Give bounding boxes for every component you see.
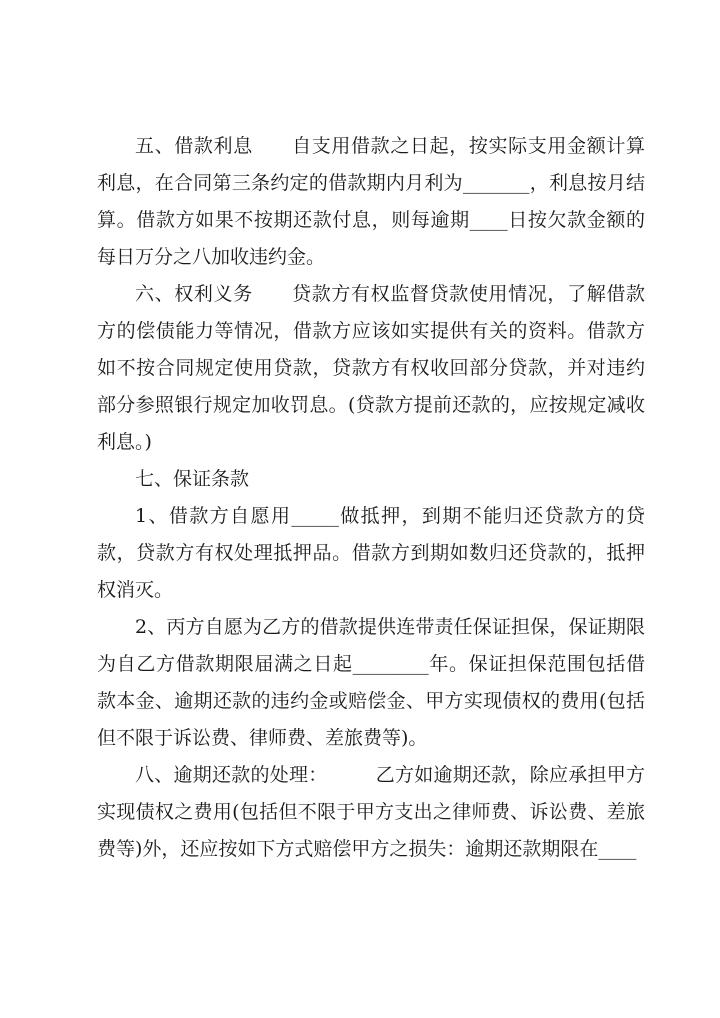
clause-overdue-paragraph: 八、逾期还款的处理： 乙方如逾期还款，除应承担甲方实现债权之费用(包括但不限于甲方支出之律师费、诉讼费、差旅费等)外，还应按如下方式赔偿甲方之损失：逾期还款期限在____ (97, 764, 645, 860)
guarantee-item-2-paragraph: 2、丙方自愿为乙方的借款提供连带责任保证担保，保证期限为自乙方借款期限届满之日起________年。保证担保范围包括借款本金、逾期还款的违约金或赔偿金、甲方实现债权的费用(包括但不限于诉讼费、律师费、差旅费等)。 (97, 616, 645, 749)
guarantee-item-1-paragraph: 1、借款方自愿用_____做抵押，到期不能归还贷款方的贷款，贷款方有权处理抵押品。借款方到期如数归还贷款的，抵押权消灭。 (97, 505, 645, 601)
clause-rights-obligations-paragraph: 六、权利义务 贷款方有权监督贷款使用情况，了解借款方的偿债能力等情况，借款方应该如实提供有关的资料。借款方如不按合同规定使用贷款，贷款方有权收回部分贷款，并对违约部分参照银行规定加收罚息。(贷款方提前还款的，应按规定减收利息。) (97, 283, 645, 453)
contract-body (97, 128, 645, 868)
clause-interest-paragraph: 五、借款利息 自支用借款之日起，按实际支用金额计算利息，在合同第三条约定的借款期内月利为_______，利息按月结算。借款方如果不按期还款付息，则每逾期____日按欠款金额的每日万分之八加收违约金。 (97, 135, 645, 268)
clause-guarantee-heading: 七、保证条款 (135, 468, 250, 490)
